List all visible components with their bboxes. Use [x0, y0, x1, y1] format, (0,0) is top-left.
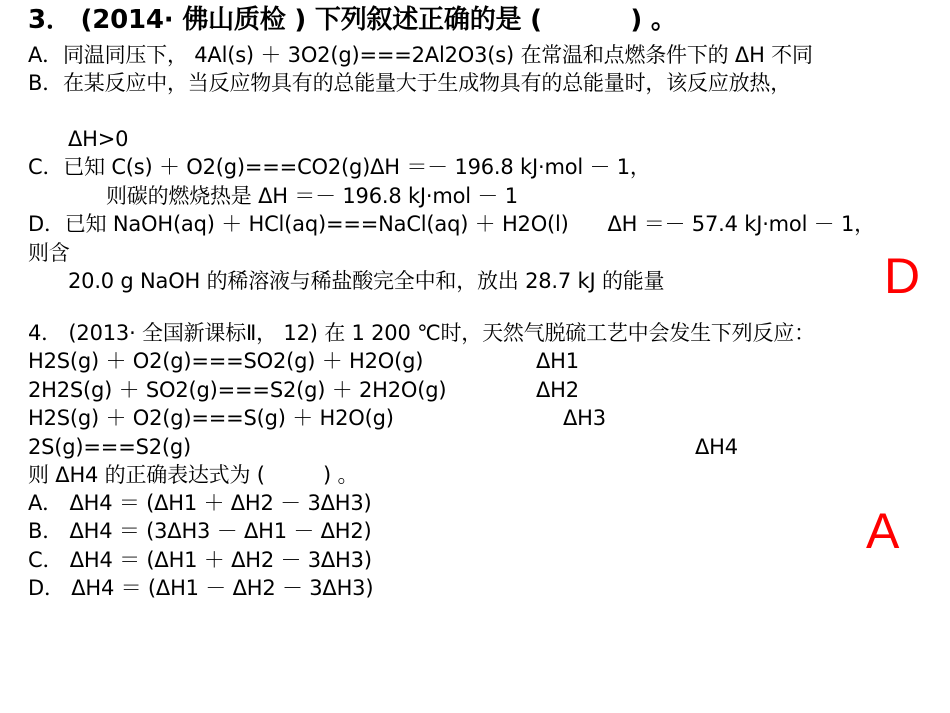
q3-option-d-line2: 则含 — [28, 241, 70, 265]
q4-prompt: 则 ΔH4 的正确表达式为 ( ) 。 — [28, 463, 359, 487]
q4-reaction-1-delta: ΔH1 — [536, 349, 579, 373]
q4-reaction-1-equation: H2S(g) ＋ O2(g)===SO2(g) ＋ H2O(g) — [28, 349, 424, 373]
q3-option-d-line3: 20.0 g NaOH 的稀溶液与稀盐酸完全中和，放出 28.7 kJ 的能量 — [68, 269, 665, 293]
q4-reaction-3-delta: ΔH3 — [563, 406, 606, 430]
q4-option-b: B． ΔH4 ＝ (3ΔH3 － ΔH1 － ΔH2) — [28, 519, 372, 543]
q3-stem: 3． (2014· 佛山质检 ) 下列叙述正确的是 ( ) 。 — [28, 5, 677, 35]
q4-reaction-4-equation: 2S(g)===S2(g) — [28, 435, 192, 459]
q4-option-a: A． ΔH4 ＝ (ΔH1 ＋ ΔH2 － 3ΔH3) — [28, 491, 372, 515]
q3-option-b-line2: ΔH>0 — [68, 127, 129, 151]
q3-option-b-line1: B．在某反应中，当反应物具有的总能量大于生成物具有的总能量时，该反应放热， — [28, 71, 792, 95]
q4-reaction-3-equation: H2S(g) ＋ O2(g)===S(g) ＋ H2O(g) — [28, 406, 394, 430]
q3-option-c-line1: C．已知 C(s) ＋ O2(g)===CO2(g)ΔH ＝－ 196.8 kJ·mol － 1， — [28, 155, 651, 179]
q4-option-d: D． ΔH4 ＝ (ΔH1 － ΔH2 － 3ΔH3) — [28, 576, 374, 600]
q3-option-d-line1: D．已知 NaOH(aq) ＋ HCl(aq)===NaCl(aq) ＋ H2O(l) ΔH ＝－ 57.4 kJ·mol － 1， — [28, 212, 875, 236]
q4-option-c: C． ΔH4 ＝ (ΔH1 ＋ ΔH2 － 3ΔH3) — [28, 548, 372, 572]
q3-option-a: A．同温同压下， 4Al(s) ＋ 3O2(g)===2Al2O3(s) 在常温和点燃条件下的 ΔH 不同 — [28, 43, 813, 67]
q4-stem: 4． (2013· 全国新课标Ⅱ， 12) 在 1 200 ℃时，天然气脱硫工艺中会发生下列反应： — [28, 321, 815, 345]
q4-answer: A — [866, 503, 900, 559]
q3-option-c-line2: 则碳的燃烧热是 ΔH ＝－ 196.8 kJ·mol － 1 — [106, 184, 518, 208]
q4-reaction-4-delta: ΔH4 — [695, 435, 738, 459]
q4-reaction-2-equation: 2H2S(g) ＋ SO2(g)===S2(g) ＋ 2H2O(g) — [28, 378, 447, 402]
q3-answer: D — [884, 248, 921, 304]
q4-reaction-2-delta: ΔH2 — [536, 378, 579, 402]
